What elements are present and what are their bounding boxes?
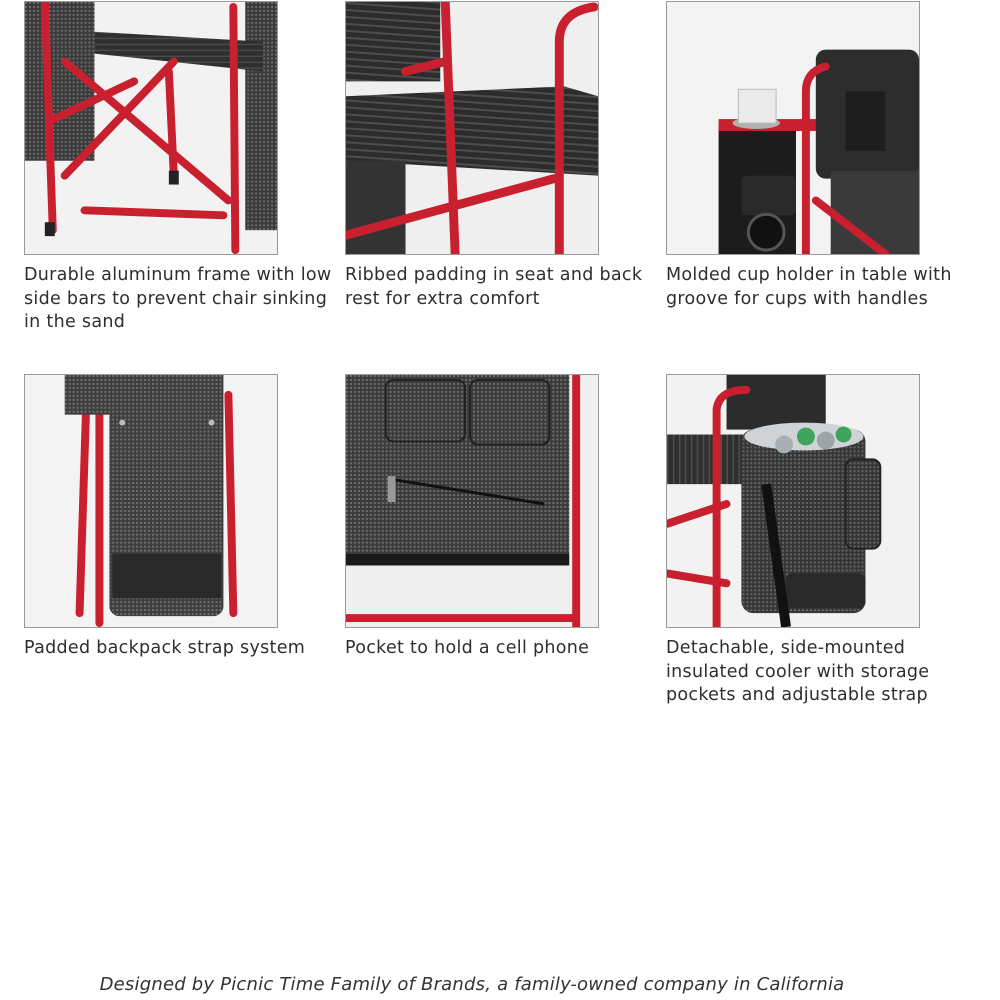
- backpack-straps-photo: [24, 374, 278, 628]
- footer-tagline: Designed by Picnic Time Family of Brands, a family-owned company in California: [99, 974, 845, 995]
- phone-pocket-photo: [345, 374, 599, 628]
- feature-caption: Ribbed padding in seat and back rest for extra comfort: [345, 265, 643, 309]
- feature-caption: Molded cup holder in table with groove for cups with handles: [666, 265, 952, 309]
- cooler-photo: [666, 374, 920, 628]
- feature-caption: Pocket to hold a cell phone: [345, 638, 590, 658]
- cup-holder-photo: [666, 1, 920, 255]
- chair-frame-photo: [24, 1, 278, 255]
- feature-caption: Detachable, side-mounted insulated cooler with storage pockets and adjustable strap: [666, 638, 930, 705]
- seat-padding-photo: [345, 1, 599, 255]
- feature-caption: Padded backpack strap system: [24, 638, 306, 658]
- feature-caption: Durable aluminum frame with low side bars to prevent chair sinking in the sand: [24, 265, 332, 332]
